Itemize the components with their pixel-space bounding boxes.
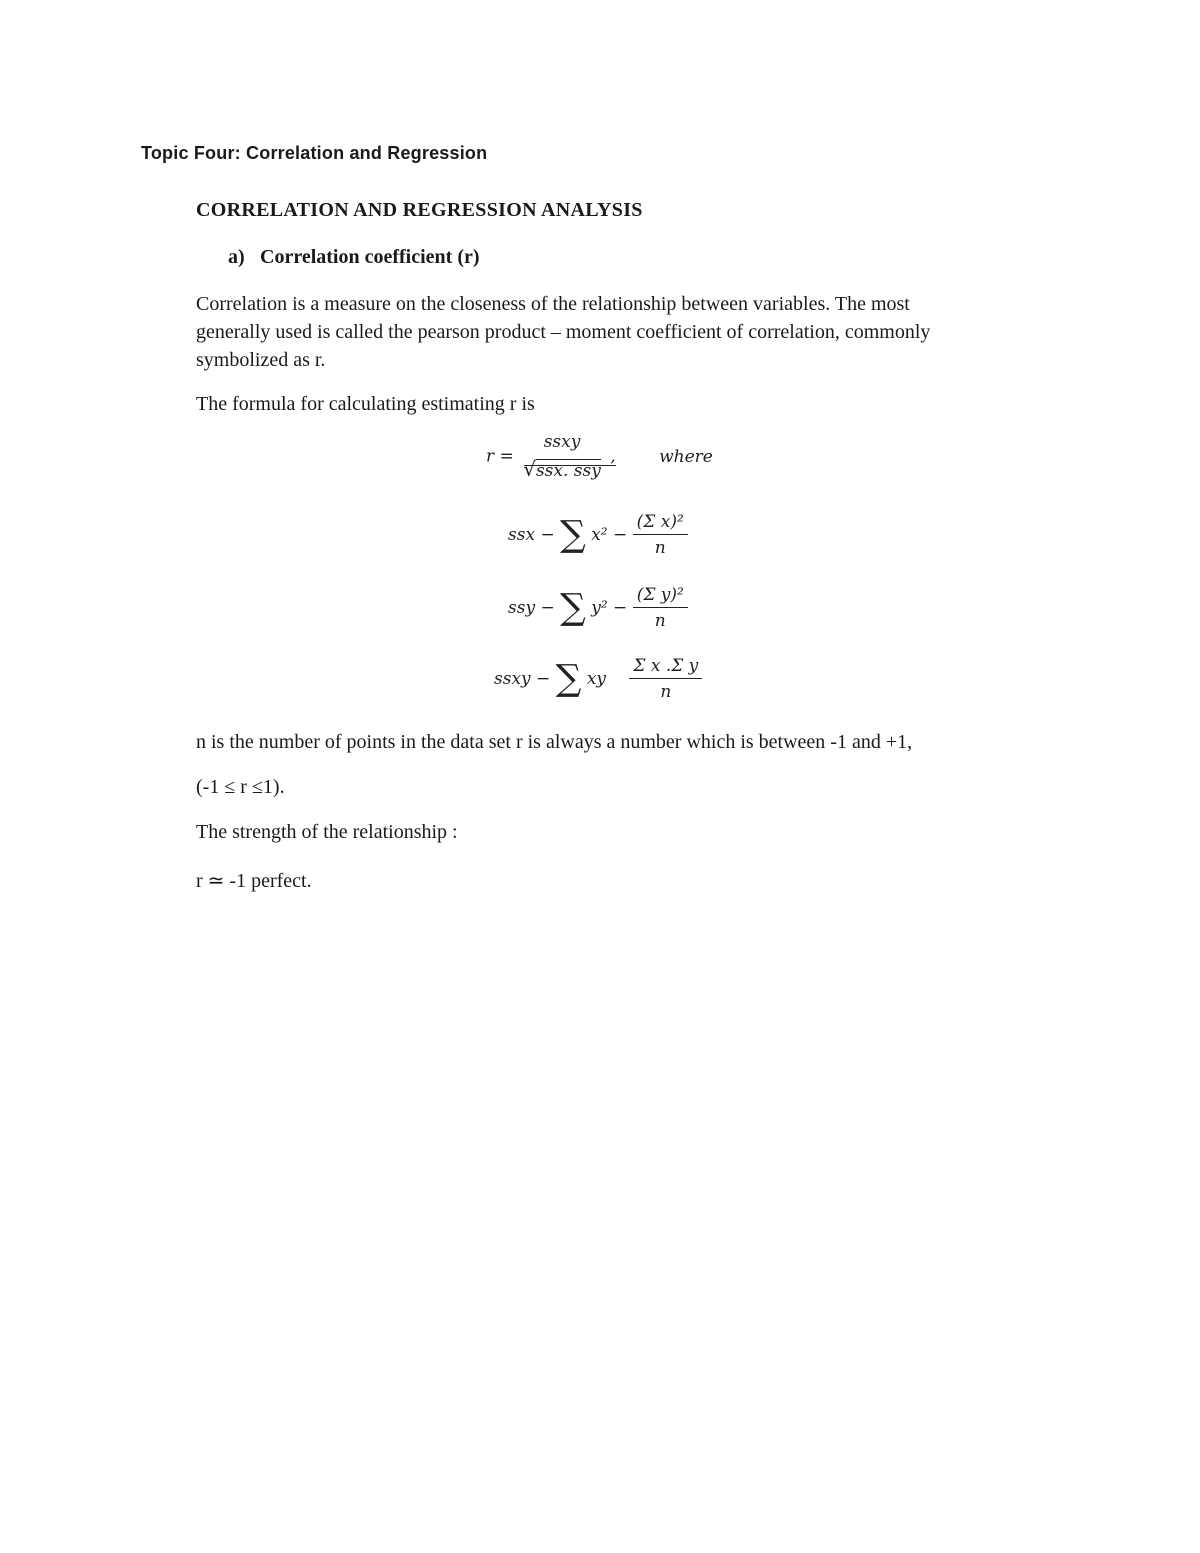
ssx-formula-numerator: (Σ x)² <box>636 512 684 532</box>
section-title: CORRELATION AND REGRESSION ANALYSIS <box>196 199 643 221</box>
topic-heading: Topic Four: Correlation and Regression <box>141 143 488 163</box>
subsection-heading <box>228 246 480 269</box>
subsection-title: Correlation coefficient (r) <box>260 246 480 268</box>
ssxy-formula-denominator: n <box>629 678 702 702</box>
intro-line: Correlation is a measure on the closeness of the relationship between variables. The most <box>196 293 910 315</box>
ssx-formula-term: x² − <box>591 525 628 545</box>
n-definition: n is the number of points in the data set r is always a number which is between -1 and +1, <box>196 731 913 753</box>
intro-paragraph <box>196 290 996 374</box>
ssy-formula-term: y² − <box>591 598 628 618</box>
r-formula-denominator: ssx. ssy <box>535 461 601 481</box>
ssxy-formula-numerator: Σ x .Σ y <box>633 656 699 676</box>
r-formula-fraction <box>519 432 605 481</box>
formula-intro: The formula for calculating estimating r is <box>196 393 535 415</box>
ssx-formula-lhs: ssx − <box>508 525 555 545</box>
r-formula-lhs: r = <box>486 446 514 467</box>
r-formula <box>486 432 713 481</box>
strength-perfect-negative: r ≃ -1 perfect. <box>196 870 312 892</box>
intro-line: generally used is called the pearson product – moment coefficient of correlation, commonly <box>196 321 931 343</box>
r-formula-numerator: ssxy <box>543 432 581 452</box>
ssy-formula-denominator: n <box>633 607 688 631</box>
ssx-formula-denominator: n <box>633 534 688 558</box>
ssx-formula-fraction <box>633 512 688 558</box>
strength-intro: The strength of the relationship : <box>196 821 458 843</box>
ssxy-formula-term: xy <box>586 669 607 689</box>
ssy-formula <box>508 585 688 631</box>
ssxy-formula-fraction <box>629 656 702 702</box>
ssx-formula <box>508 512 688 558</box>
summation-icon: ∑ <box>560 514 586 555</box>
intro-line: symbolized as r. <box>196 349 326 371</box>
r-formula-comma: , <box>610 446 616 467</box>
ssxy-formula <box>494 656 702 702</box>
ssxy-formula-lhs: ssxy − <box>494 669 551 689</box>
ssy-formula-lhs: ssy − <box>508 598 555 618</box>
r-range: (-1 ≤ r ≤1). <box>196 776 285 798</box>
summation-icon: ∑ <box>555 658 582 699</box>
ssy-formula-numerator: (Σ y)² <box>636 585 684 605</box>
r-fraction-bar <box>524 465 616 466</box>
where-label: where <box>659 446 713 467</box>
square-root-icon: √ <box>523 457 536 481</box>
ssy-formula-fraction <box>633 585 688 631</box>
subsection-label: a) <box>228 246 245 268</box>
summation-icon: ∑ <box>560 587 586 628</box>
